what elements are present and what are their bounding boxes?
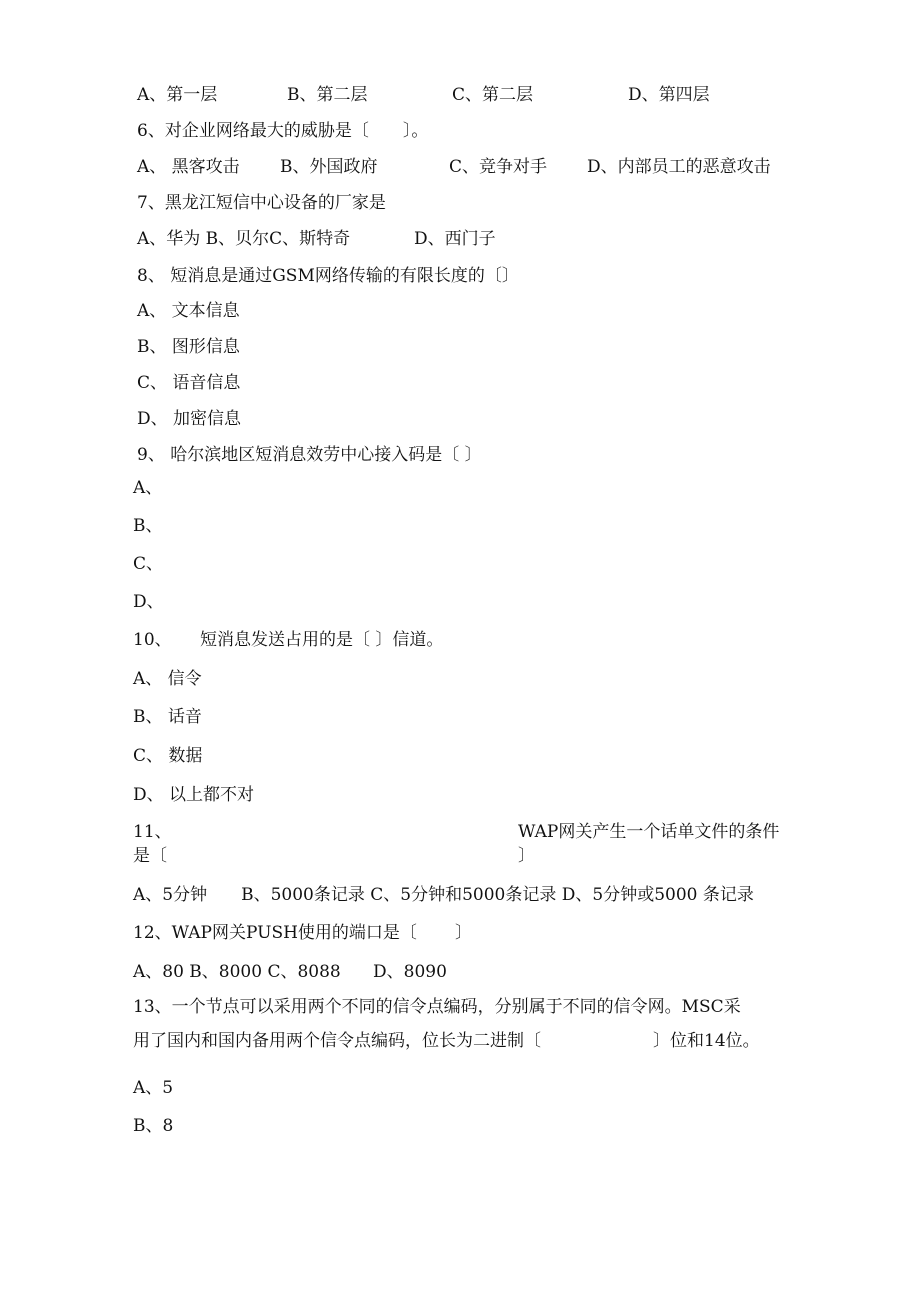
q5-option-d: D、第四层 (628, 85, 710, 105)
q10-option-c: C、 数据 (133, 746, 203, 766)
q7-options-abc: A、华为 B、贝尔C、斯特奇 (137, 229, 351, 249)
q6-option-b: B、外国政府 (280, 157, 378, 177)
q12-stem: 12、WAP网关PUSH使用的端口是〔 (133, 923, 417, 943)
q13-option-b: B、8 (133, 1116, 174, 1136)
q13-stem-line-1: 13、一个节点可以采用两个不同的信令点编码，分别属于不同的信令网。MSC采 (133, 997, 741, 1017)
q6-option-d: D、内部员工的恶意攻击 (587, 157, 771, 177)
q8-option-c: C、 语音信息 (137, 373, 241, 393)
q9-option-d: D、 (133, 592, 164, 612)
q5-option-c: C、第二层 (452, 85, 534, 105)
q13-option-a: A、5 (133, 1078, 174, 1098)
q12-bracket-close: 〕 (455, 923, 472, 943)
q5-option-b: B、第二层 (287, 85, 368, 105)
q8-option-d: D、 加密信息 (137, 409, 242, 429)
q11-number: 11、 (133, 822, 172, 842)
q8-stem: 8、 短消息是通过GSM网络传输的有限长度的〔〕 (137, 266, 519, 286)
q7-option-d: D、西门子 (414, 229, 496, 249)
q10-option-a: A、 信令 (133, 669, 202, 689)
q10-stem: 短消息发送占用的是〔 〕信道。 (200, 630, 444, 650)
q9-option-b: B、 (133, 516, 163, 536)
q5-option-a: A、第一层 (137, 85, 218, 105)
q12-options-abc: A、80 B、8000 C、8088 (133, 962, 341, 982)
q6-option-c: C、竞争对手 (449, 157, 548, 177)
q8-option-b: B、 图形信息 (137, 337, 240, 357)
q9-stem: 9、 哈尔滨地区短消息效劳中心接入码是〔 〕 (137, 445, 482, 465)
q6-stem: 6、对企业网络最大的威胁是〔 〕。 (137, 121, 429, 141)
q12-option-d: D、8090 (373, 962, 447, 982)
q10-number: 10、 (133, 630, 172, 650)
q11-options: A、5分钟 B、5000条记录 C、5分钟和5000条记录 D、5分钟或5000 条记录 (133, 885, 754, 905)
q10-option-d: D、 以上都不对 (133, 785, 255, 805)
q9-option-c: C、 (133, 554, 164, 574)
q11-stem: WAP网关产生一个话单文件的条件 (518, 822, 780, 842)
q6-option-a: A、 黑客攻击 (137, 157, 240, 177)
q11-stem-continued: 是〔 (133, 846, 167, 866)
q13-stem-line-2-end: 〕位和14位。 (653, 1031, 760, 1051)
q9-option-a: A、 (133, 478, 163, 498)
q7-stem: 7、黑龙江短信中心设备的厂家是 (137, 193, 386, 213)
q11-bracket-close: 〕 (518, 846, 535, 866)
q8-option-a: A、 文本信息 (137, 301, 240, 321)
q10-option-b: B、 话音 (133, 707, 202, 727)
q13-stem-line-2: 用了国内和国内备用两个信令点编码，位长为二进制〔 (133, 1031, 541, 1051)
